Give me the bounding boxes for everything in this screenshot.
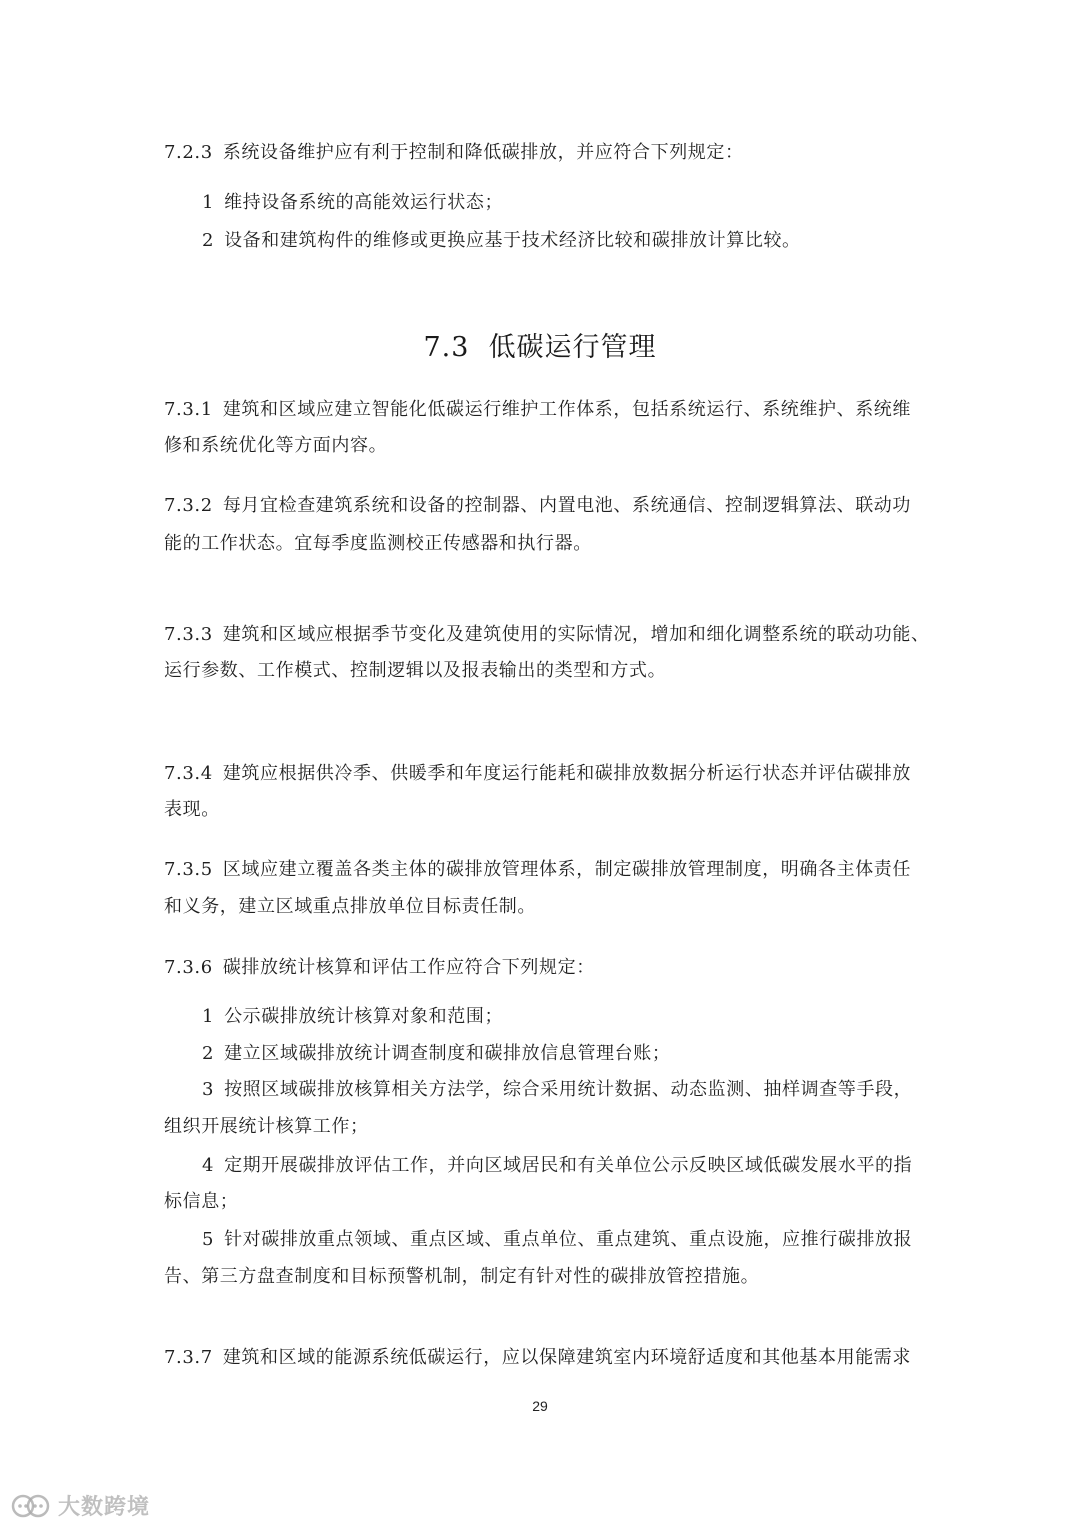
clause-number: 7.3.1 [164,399,213,420]
list-item [202,1041,670,1067]
list-item [202,1153,912,1179]
list-item-continuation: 告、第三方盘查制度和目标预警机制，制定有针对性的碳排放管控措施。 [164,1266,760,1287]
list-item-continuation: 标信息； [164,1191,239,1212]
clause-text: 碳排放统计核算和评估工作应符合下列规定： [222,957,595,978]
item-text: 按照区域碳排放核算相关方法学，综合采用统计数据、动态监测、抽样调查等手段， [224,1079,913,1100]
clause-text: 建筑和区域的能源系统低碳运行，应以保障建筑室内环境舒适度和其他基本用能需求 [222,1347,912,1368]
clause-continuation: 能的工作状态。宜每季度监测校正传感器和执行器。 [164,533,592,554]
item-number: 2 [202,230,215,251]
clause-7-3-2 [164,493,911,519]
clause-continuation: 和义务，建立区域重点排放单位目标责任制。 [164,896,536,917]
item-text: 针对碳排放重点领域、重点区域、重点单位、重点建筑、重点设施，应推行碳排放报 [224,1229,913,1250]
clause-continuation: 修和系统优化等方面内容。 [164,435,388,456]
item-text: 公示碳排放统计核算对象和范围； [224,1006,504,1027]
watermark-text: 大数跨境 [58,1495,151,1520]
section-heading [0,330,1080,366]
clause-number: 7.3.6 [164,957,213,978]
item-number: 4 [202,1155,215,1176]
clause-7-3-3 [164,622,930,648]
clause-text: 系统设备维护应有利于控制和降低碳排放，并应符合下列规定： [222,142,744,163]
page-number: 29 [532,1398,548,1414]
clause-7-3-1 [164,397,911,423]
list-item-continuation: 组织开展统计核算工作； [164,1116,369,1137]
item-number: 1 [202,1006,215,1027]
clause-number: 7.3.3 [164,624,213,645]
list-item [202,1004,503,1030]
clause-number: 7.3.4 [164,763,213,784]
chat-bubble-icon [10,1493,52,1519]
clause-continuation: 表现。 [164,799,220,820]
watermark [10,1490,150,1521]
item-text: 维持设备系统的高能效运行状态； [224,192,504,213]
clause-text: 建筑应根据供冷季、供暖季和年度运行能耗和碳排放数据分析运行状态并评估碳排放 [222,763,912,784]
clause-7-3-7 [164,1345,911,1371]
clause-text: 每月宜检查建筑系统和设备的控制器、内置电池、系统通信、控制逻辑算法、联动功 [222,495,912,516]
clause-text: 建筑和区域应建立智能化低碳运行维护工作体系，包括系统运行、系统维护、系统维 [222,399,912,420]
item-number: 1 [202,192,215,213]
clause-7-3-5 [164,857,911,883]
clause-number: 7.3.5 [164,859,213,880]
item-number: 2 [202,1043,215,1064]
list-item [202,190,503,216]
item-text: 定期开展碳排放评估工作，并向区域居民和有关单位公示反映区域低碳发展水平的指 [224,1155,913,1176]
list-item [202,1077,912,1103]
item-text: 建立区域碳排放统计调查制度和碳排放信息管理台账； [224,1043,671,1064]
item-text: 设备和建筑构件的维修或更换应基于技术经济比较和碳排放计算比较。 [224,230,801,251]
item-number: 3 [202,1079,215,1100]
clause-7-2-3 [164,140,744,166]
clause-7-3-6 [164,955,595,981]
item-number: 5 [202,1229,215,1250]
list-item [202,228,801,254]
list-item [202,1227,912,1253]
clause-number: 7.3.7 [164,1347,213,1368]
clause-continuation: 运行参数、工作模式、控制逻辑以及报表输出的类型和方式。 [164,660,667,681]
clause-number: 7.2.3 [164,142,213,163]
clause-number: 7.3.2 [164,495,213,516]
clause-text: 区域应建立覆盖各类主体的碳排放管理体系，制定碳排放管理制度，明确各主体责任 [222,859,912,880]
heading-title: 低碳运行管理 [488,332,657,363]
clause-7-3-4 [164,761,911,787]
heading-number: 7.3 [423,332,470,363]
clause-text: 建筑和区域应根据季节变化及建筑使用的实际情况，增加和细化调整系统的联动功能、 [222,624,930,645]
